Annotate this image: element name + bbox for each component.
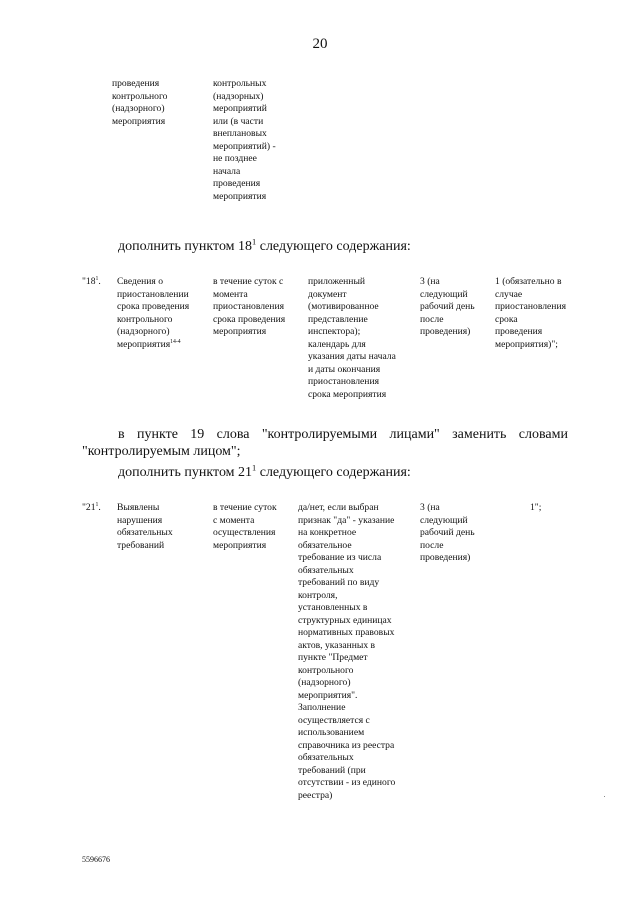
superscript: 1 [252, 463, 257, 473]
row-21-1-number [82, 502, 101, 515]
row-21-1-required-cell: 1"; [530, 502, 542, 513]
superscript: 1 [95, 275, 99, 282]
row-21-1-name-cell: Выявлены нарушения обязательных требований [117, 502, 173, 551]
row-18-1-content-cell: приложенный документ (мотивированное представление инспектора); календарь для указания даты начала и даты окончания приостановления срока мероприятия [308, 276, 396, 400]
page-number: 20 [312, 36, 328, 52]
item-19-paragraph: в пункте 19 слова "контролируемыми лицами" заменить словами "контролируемым лицом"; [82, 427, 568, 459]
row-21-1-deadline-cell: 3 (на следующий рабочий день после проведения) [420, 502, 475, 563]
row-18-1-number [82, 276, 101, 289]
row-18-1-required-cell: 1 (обязательно в случае приостановления срока проведения мероприятия)"; [495, 276, 566, 350]
paragraph-text: следующего содержания: [256, 465, 411, 480]
document-id: 5596676 [82, 855, 110, 864]
row-21-1-period-cell: в течение суток с момента осуществления мероприятия [213, 502, 277, 551]
row-number-tail: . [98, 276, 101, 287]
add-item-18-1-paragraph [118, 238, 411, 255]
superscript: 1 [252, 237, 257, 247]
scan-speck [604, 796, 605, 797]
row-21-1-content-cell: да/нет, если выбран признак "да" - указание на конкретное обязательное требование из числа обязательных требований по виду контроля, установленных в структурных единицах нормативных правовых актов, указанных в пункте "Предмет контрольного (надзорного) мероприятия". Заполнение осуществляется с использованием справочника из реестра обязательных требований (при отсутствии - из единого реестра) [298, 502, 396, 801]
cell-text: Сведения о приостановлении срока проведения контрольного (надзорного) мероприятия [117, 276, 190, 350]
footnote-mark: 14-4 [170, 338, 181, 345]
row-number-tail: . [98, 502, 101, 513]
paragraph-text: следующего содержания: [256, 239, 411, 254]
row-18-1-name-cell [117, 276, 189, 351]
top-table-period-cell: контрольных (надзорных) мероприятий или (в части внеплановых мероприятий) - не позднее начала проведения мероприятия [213, 78, 276, 202]
row-number-text: "18 [82, 276, 96, 287]
paragraph-text: дополнить пунктом 21 [118, 465, 253, 480]
paragraph-text: дополнить пунктом 18 [118, 239, 253, 254]
row-18-1-deadline-cell: 3 (на следующий рабочий день после проведения) [420, 276, 475, 337]
row-number-text: "21 [82, 502, 96, 513]
row-18-1-period-cell: в течение суток с момента приостановления срока проведения мероприятия [213, 276, 286, 337]
add-item-21-1-paragraph [118, 464, 411, 481]
top-table-name-cell: проведения контрольного (надзорного) мероприятия [112, 78, 168, 127]
superscript: 1 [95, 501, 99, 508]
